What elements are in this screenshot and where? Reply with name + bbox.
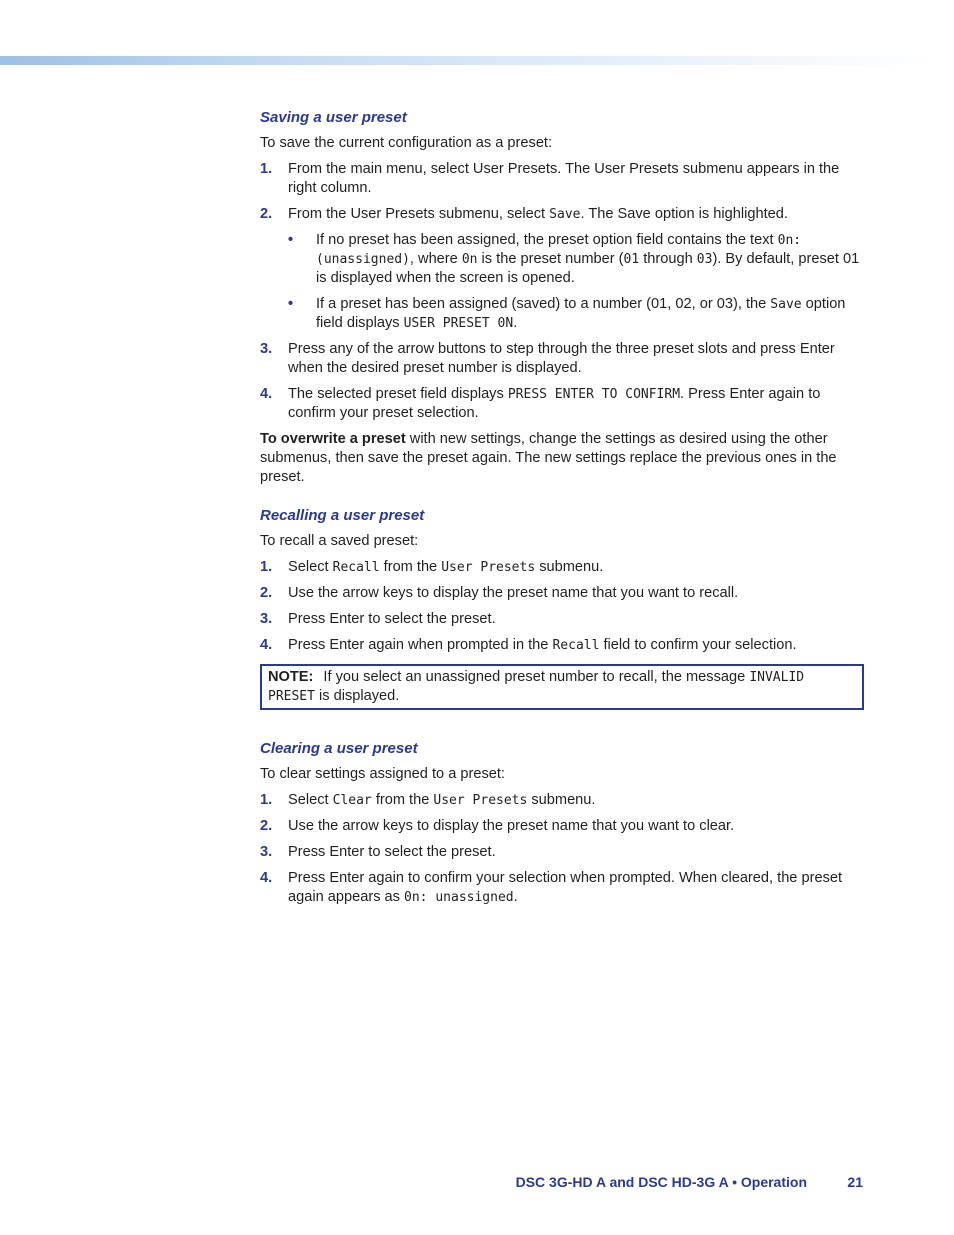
clearing-intro: To clear settings assigned to a preset: — [260, 766, 505, 782]
step-text: Press Enter again to confirm your selection when prompted. When cleared, the preset again appears as — [288, 870, 843, 905]
code-text: INVALID PRESET — [268, 670, 805, 704]
note-box — [260, 664, 864, 710]
note-text: If you select an unassigned preset number to recall, the message — [323, 669, 750, 685]
note-text: is displayed. — [314, 688, 400, 704]
list-item — [260, 869, 864, 907]
code-text: Recall — [332, 560, 380, 575]
page-number: 21 — [847, 1174, 863, 1190]
bullet-list — [288, 231, 864, 333]
step-text: submenu. — [535, 559, 604, 575]
step-number: 2. — [260, 206, 273, 222]
step-number: 3. — [260, 611, 273, 627]
step-number: 2. — [260, 818, 273, 834]
list-item — [288, 295, 864, 333]
step-text: Select — [288, 792, 333, 808]
step-text: from the — [371, 792, 434, 808]
step-number: 4. — [260, 637, 273, 653]
step-number: 3. — [260, 341, 273, 357]
list-item — [288, 231, 864, 288]
step-number: 4. — [260, 870, 273, 886]
code-text: Save — [770, 297, 802, 312]
footer-title: DSC 3G-HD A and DSC HD-3G A • Operation — [515, 1174, 807, 1190]
step-text: . The Save option is highlighted. — [580, 206, 788, 222]
bullet-text: ). By default, preset 01 is displayed when the screen is opened. — [316, 251, 860, 286]
step-text: Press Enter to select the preset. — [288, 844, 496, 860]
list-item — [260, 610, 864, 629]
clearing-steps — [260, 791, 864, 907]
recalling-steps — [260, 558, 864, 655]
page-footer — [470, 1174, 863, 1190]
bullet-text: is the preset number ( — [477, 251, 624, 267]
step-text: Press Enter to select the preset. — [288, 611, 496, 627]
list-item — [260, 558, 864, 577]
step-number: 1. — [260, 792, 273, 808]
step-number: 1. — [260, 559, 273, 575]
step-text: submenu. — [527, 792, 596, 808]
step-text: from the — [379, 559, 442, 575]
step-text: The selected preset field displays — [288, 386, 508, 402]
code-text: Recall — [552, 638, 600, 653]
page-content — [260, 108, 864, 907]
code-text: User Presets — [441, 560, 536, 575]
note-label: NOTE: — [268, 669, 314, 685]
saving-intro: To save the current configuration as a preset: — [260, 135, 553, 151]
code-text: PRESS ENTER TO CONFIRM — [507, 387, 681, 402]
step-text: . — [513, 889, 518, 905]
step-text: Select — [288, 559, 333, 575]
bullet-text: . — [513, 315, 518, 331]
code-text: USER PRESET 0N — [403, 316, 514, 331]
heading-saving: Saving a user preset — [260, 109, 407, 126]
bullet-icon: • — [288, 296, 294, 312]
step-number: 4. — [260, 386, 273, 402]
step-text: From the User Presets submenu, select — [288, 206, 550, 222]
list-item — [260, 385, 864, 423]
list-item — [260, 636, 864, 655]
bullet-text: , where — [409, 251, 462, 267]
step-text: . Press Enter again to confirm your preset selection. — [288, 386, 821, 421]
step-number: 2. — [260, 585, 273, 601]
recalling-intro: To recall a saved preset: — [260, 533, 419, 549]
bullet-icon: • — [288, 232, 294, 248]
code-text: 03 — [696, 252, 713, 267]
code-text: User Presets — [433, 793, 528, 808]
saving-steps — [260, 160, 864, 423]
overwrite-text: with new settings, change the settings as desired using the other submenus, then save the preset again. The new settings replace the previous ones in the preset. — [260, 431, 837, 485]
bullet-text: option field displays — [316, 296, 846, 331]
step-number: 3. — [260, 844, 273, 860]
step-text: field to confirm your selection. — [599, 637, 797, 653]
step-text: Press Enter again when prompted in the — [288, 637, 553, 653]
header-gradient-bar — [0, 56, 930, 65]
heading-recalling: Recalling a user preset — [260, 507, 425, 524]
list-item — [260, 843, 864, 862]
step-text: Use the arrow keys to display the preset name that you want to clear. — [288, 818, 735, 834]
overwrite-bold: To overwrite a preset — [260, 431, 406, 447]
bullet-text: through — [639, 251, 697, 267]
list-item — [260, 205, 864, 333]
code-text: 01 — [623, 252, 640, 267]
list-item — [260, 817, 864, 836]
code-text: Save — [549, 207, 581, 222]
step-text: Press any of the arrow buttons to step through the three preset slots and press Enter when the desired preset number is displayed. — [288, 341, 835, 376]
code-text: 0n:(unassigned) — [316, 233, 802, 267]
list-item — [260, 584, 864, 603]
list-item — [260, 160, 864, 198]
step-text: From the main menu, select User Presets. The User Presets submenu appears in the right column. — [288, 161, 840, 196]
list-item — [260, 791, 864, 810]
code-text: 0n — [461, 252, 478, 267]
code-text: 0n: unassigned — [404, 890, 514, 905]
heading-clearing: Clearing a user preset — [260, 740, 418, 757]
overwrite-paragraph — [260, 430, 864, 487]
step-number: 1. — [260, 161, 273, 177]
step-text: Use the arrow keys to display the preset name that you want to recall. — [288, 585, 739, 601]
bullet-text: If a preset has been assigned (saved) to a number (01, 02, or 03), the — [316, 296, 771, 312]
code-text: Clear — [332, 793, 372, 808]
list-item — [260, 340, 864, 378]
bullet-text: If no preset has been assigned, the preset option field contains the text — [316, 232, 778, 248]
